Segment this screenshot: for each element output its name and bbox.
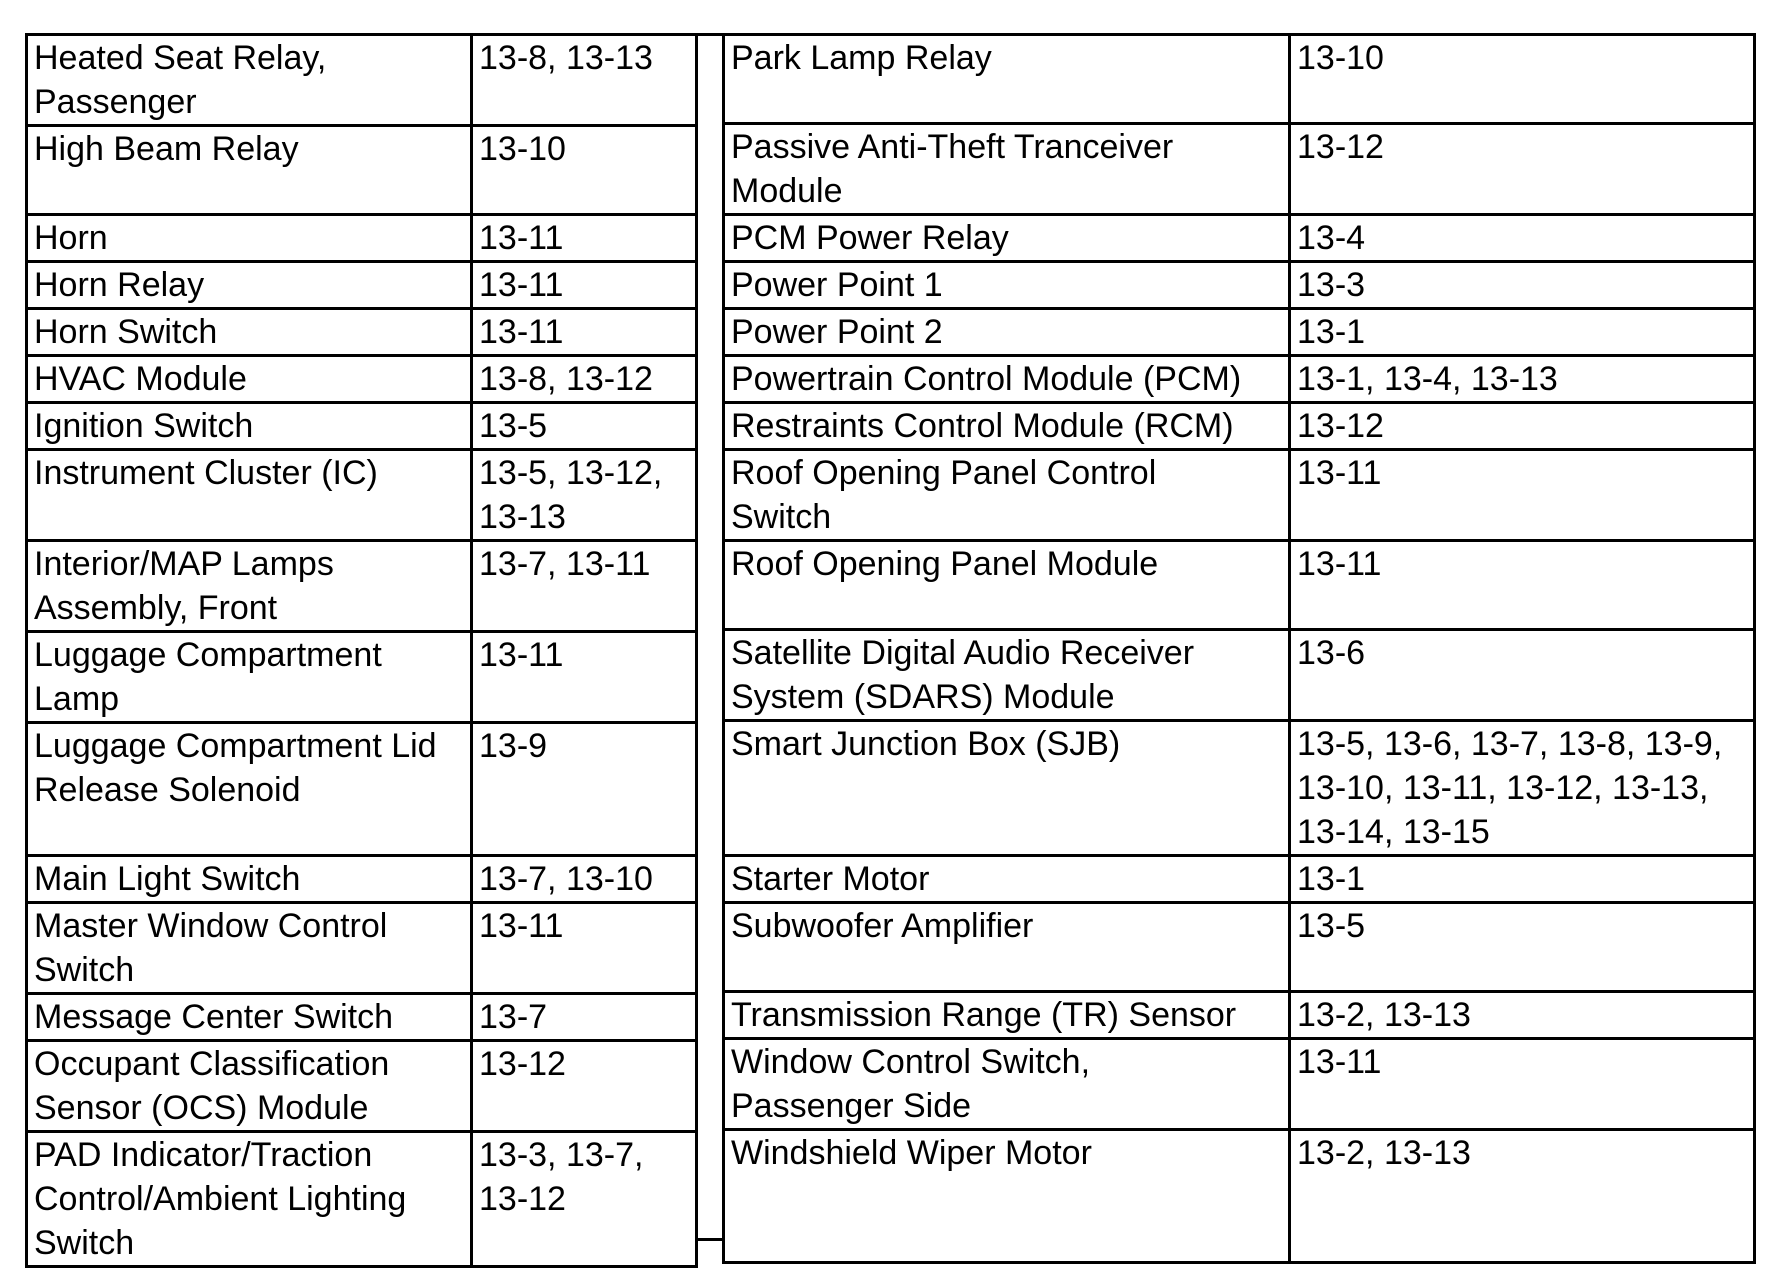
component-name: Luggage Compartment Lid Release Solenoid <box>27 723 472 856</box>
page-references: 13-11 <box>472 215 697 262</box>
component-name: Horn Switch <box>27 309 472 356</box>
page-references: 13-11 <box>472 632 697 723</box>
page-references: 13-11 <box>472 903 697 994</box>
table-row <box>27 403 697 450</box>
table-row <box>27 126 697 215</box>
page-references: 13-11 <box>1290 541 1755 630</box>
component-index-table-right <box>722 33 1756 1264</box>
component-name: Roof Opening Panel Module <box>724 541 1290 630</box>
table-row <box>27 723 697 856</box>
component-name: Smart Junction Box (SJB) <box>724 721 1290 856</box>
component-name: Interior/MAP Lamps Assembly, Front <box>27 541 472 632</box>
table-row <box>27 356 697 403</box>
component-name: High Beam Relay <box>27 126 472 215</box>
component-name: Satellite Digital Audio Receiver System (SDARS) Module <box>724 630 1290 721</box>
page-references: 13-8, 13-12 <box>472 356 697 403</box>
component-name: Luggage Compartment Lamp <box>27 632 472 723</box>
table-row <box>27 632 697 723</box>
table-row <box>724 35 1755 124</box>
table-row <box>724 1039 1755 1130</box>
component-index-page <box>25 33 1753 1262</box>
table-row <box>27 1041 697 1132</box>
page-references: 13-12 <box>472 1041 697 1132</box>
table-row <box>724 721 1755 856</box>
component-name: Master Window Control Switch <box>27 903 472 994</box>
component-name: Horn <box>27 215 472 262</box>
page-references: 13-11 <box>472 262 697 309</box>
table-row <box>724 356 1755 403</box>
page-references: 13-2, 13-13 <box>1290 1130 1755 1263</box>
component-name: Horn Relay <box>27 262 472 309</box>
table-row <box>724 124 1755 215</box>
table-row <box>724 856 1755 903</box>
component-index-table-left <box>25 33 698 1268</box>
component-name: Transmission Range (TR) Sensor <box>724 992 1290 1039</box>
component-name: Windshield Wiper Motor <box>724 1130 1290 1263</box>
page-references: 13-3, 13-7, 13-12 <box>472 1132 697 1267</box>
page-references: 13-6 <box>1290 630 1755 721</box>
component-name: Subwoofer Amplifier <box>724 903 1290 992</box>
table-row <box>724 992 1755 1039</box>
table-row <box>27 994 697 1041</box>
component-name: Main Light Switch <box>27 856 472 903</box>
table-row <box>27 856 697 903</box>
page-references: 13-9 <box>472 723 697 856</box>
page-references: 13-2, 13-13 <box>1290 992 1755 1039</box>
column-separator <box>695 33 722 1241</box>
page-references: 13-1 <box>1290 856 1755 903</box>
page-references: 13-1, 13-4, 13-13 <box>1290 356 1755 403</box>
page-references: 13-7, 13-11 <box>472 541 697 632</box>
table-row <box>724 630 1755 721</box>
component-name: Roof Opening Panel Control Switch <box>724 450 1290 541</box>
table-row <box>724 1130 1755 1263</box>
component-name: PAD Indicator/Traction Control/Ambient Lighting Switch <box>27 1132 472 1267</box>
component-name: Message Center Switch <box>27 994 472 1041</box>
page-references: 13-5, 13-12, 13-13 <box>472 450 697 541</box>
table-row <box>27 215 697 262</box>
table-row <box>27 1132 697 1267</box>
table-row <box>724 215 1755 262</box>
component-name: Heated Seat Relay, Passenger <box>27 35 472 126</box>
page-references: 13-1 <box>1290 309 1755 356</box>
component-name: PCM Power Relay <box>724 215 1290 262</box>
page-references: 13-10 <box>472 126 697 215</box>
component-name: Passive Anti-Theft Tranceiver Module <box>724 124 1290 215</box>
page-references: 13-12 <box>1290 124 1755 215</box>
component-name: Occupant Classification Sensor (OCS) Module <box>27 1041 472 1132</box>
page-references: 13-4 <box>1290 215 1755 262</box>
table-row <box>724 903 1755 992</box>
table-row <box>27 541 697 632</box>
component-name: Instrument Cluster (IC) <box>27 450 472 541</box>
table-row <box>27 262 697 309</box>
component-name: Powertrain Control Module (PCM) <box>724 356 1290 403</box>
page-references: 13-5 <box>472 403 697 450</box>
component-name: Ignition Switch <box>27 403 472 450</box>
page-references: 13-7, 13-10 <box>472 856 697 903</box>
table-row <box>724 309 1755 356</box>
page-references: 13-7 <box>472 994 697 1041</box>
table-row <box>27 309 697 356</box>
page-references: 13-11 <box>1290 450 1755 541</box>
table-row <box>724 450 1755 541</box>
page-references: 13-5, 13-6, 13-7, 13-8, 13-9, 13-10, 13-11, 13-12, 13-13, 13-14, 13-15 <box>1290 721 1755 856</box>
table-row <box>724 403 1755 450</box>
table-row <box>27 903 697 994</box>
table-row <box>724 541 1755 630</box>
table-row <box>724 262 1755 309</box>
page-references: 13-8, 13-13 <box>472 35 697 126</box>
page-references: 13-11 <box>472 309 697 356</box>
page-references: 13-11 <box>1290 1039 1755 1130</box>
component-name: Power Point 2 <box>724 309 1290 356</box>
component-name: Starter Motor <box>724 856 1290 903</box>
page-references: 13-10 <box>1290 35 1755 124</box>
component-name: Restraints Control Module (RCM) <box>724 403 1290 450</box>
component-name: Power Point 1 <box>724 262 1290 309</box>
page-references: 13-5 <box>1290 903 1755 992</box>
page-references: 13-12 <box>1290 403 1755 450</box>
component-name: Window Control Switch, Passenger Side <box>724 1039 1290 1130</box>
component-name: HVAC Module <box>27 356 472 403</box>
page-references: 13-3 <box>1290 262 1755 309</box>
table-row <box>27 450 697 541</box>
table-row <box>27 35 697 126</box>
component-name: Park Lamp Relay <box>724 35 1290 124</box>
